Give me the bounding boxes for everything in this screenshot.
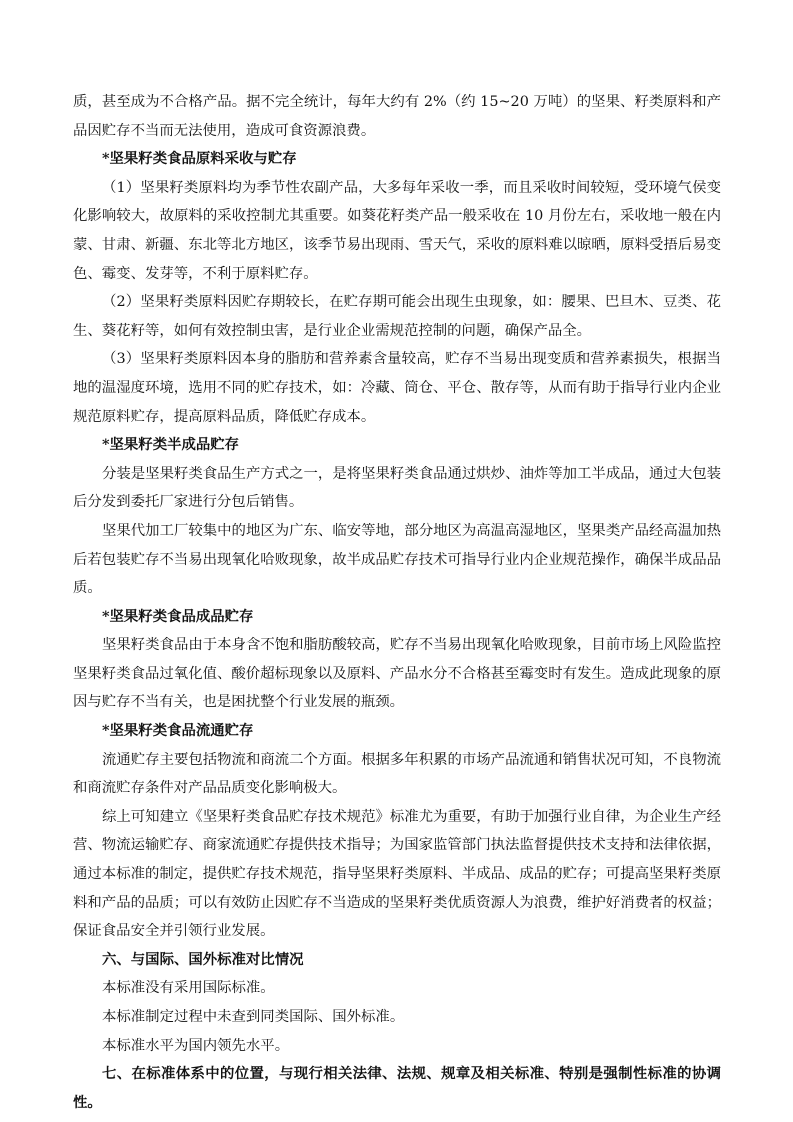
section-heading: *坚果籽类食品成品贮存	[102, 607, 254, 625]
section-heading: *坚果籽类食品原料采收与贮存	[102, 150, 297, 168]
paragraph: （3）坚果籽类原料因本身的脂肪和营养素含量较高，贮存不当易出现变质和营养素损失，根据当地的温湿度环境，选用不同的贮存技术，如：冷藏、筒仓、平仓、散存等，从而有助于指导行业内企业规范原料贮存，提高原料品质，降低贮存成本。	[73, 351, 721, 425]
document-body	[73, 88, 721, 1117]
paragraph: 流通贮存主要包括物流和商流二个方面。根据多年积累的市场产品流通和销售状况可知，不良物流和商流贮存条件对产品品质变化影响极大。	[73, 751, 721, 797]
section-heading: *坚果籽类食品流通贮存	[102, 722, 254, 740]
paragraph: 质，甚至成为不合格产品。据不完全统计，每年大约有 2%（约 15~20 万吨）的坚果、籽类原料和产品因贮存不当而无法使用，造成可食资源浪费。	[73, 94, 721, 139]
paragraph: 本标准制定过程中未查到同类国际、国外标准。	[102, 1009, 405, 1025]
paragraph: 本标准没有采用国际标准。	[102, 980, 275, 997]
section-heading: 六、与国际、国外标准对比情况	[102, 950, 304, 968]
paragraph: 坚果籽类食品由于本身含不饱和脂肪酸较高，贮存不当易出现氧化哈败现象，目前市场上风险监控坚果籽类食品过氧化值、酸价超标现象以及原料、产品水分不合格甚至霉变时有发生。造成此现象的原因与贮存不当有关，也是困扰整个行业发展的瓶颈。	[73, 637, 721, 711]
paragraph: 分装是坚果籽类食品生产方式之一，是将坚果籽类食品通过烘炒、油炸等加工半成品，通过大包装后分发到委托厂家进行分包后销售。	[73, 465, 721, 511]
paragraph: （2）坚果籽类原料因贮存期较长，在贮存期可能会出现生虫现象，如：腰果、巴旦木、豆类、花生、葵花籽等，如何有效控制虫害，是行业企业需规范控制的问题，确保产品全。	[73, 294, 721, 339]
section-heading: 七、在标准体系中的位置，与现行相关法律、法规、规章及相关标准、特别是强制性标准的协调性。	[73, 1065, 721, 1111]
paragraph: 综上可知建立《坚果籽类食品贮存技术规范》标准尤为重要，有助于加强行业自律，为企业生产经营、物流运输贮存、商家流通贮存提供技术指导；为国家监管部门执法监督提供技术支持和法律依据，通过本标准的制定，提供贮存技术规范，指导坚果籽类原料、半成品、成品的贮存；可提高坚果籽类原料和产品的品质；可以有效防止因贮存不当造成的坚果籽类优质资源人为浪费，维护好消费者的权益；保证食品安全并引领行业发展。	[73, 808, 721, 940]
paragraph: 坚果代加工厂较集中的地区为广东、临安等地，部分地区为高温高湿地区，坚果类产品经高温加热后若包装贮存不当易出现氧化哈败现象，故半成品贮存技术可指导行业内企业规范操作，确保半成品品质。	[73, 522, 721, 597]
section-heading: *坚果籽类半成品贮存	[102, 436, 240, 454]
paragraph: 本标准水平为国内领先水平。	[102, 1037, 290, 1054]
paragraph: （1）坚果籽类原料均为季节性农副产品，大多每年采收一季，而且采收时间较短，受环境气侯变化影响较大，故原料的采收控制尤其重要。如葵花籽类产品一般采收在 10 月份左右，采收地一般在内蒙、甘肃、新疆、东北等北方地区，该季节易出现雨、雪天气，采收的原料难以晾晒，原料受捂后易变色、霉变、发芽等，不利于原料贮存。	[73, 179, 721, 282]
